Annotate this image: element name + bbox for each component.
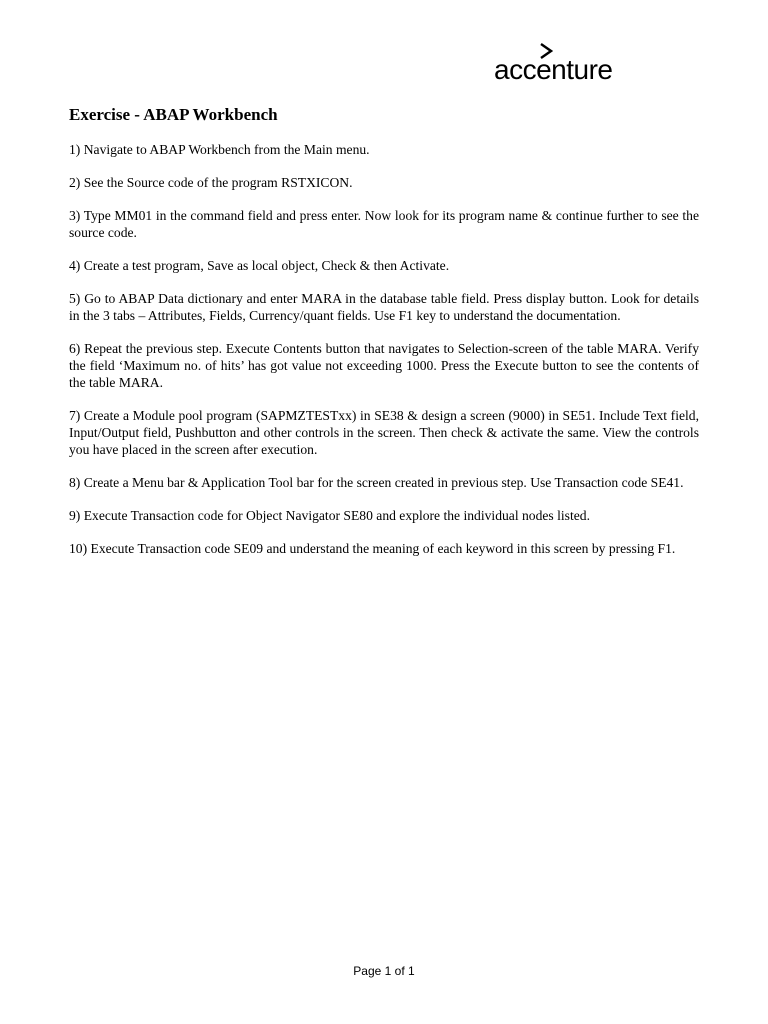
exercise-item-1: 1) Navigate to ABAP Workbench from the Main menu. <box>69 142 370 157</box>
exercise-item-5: 5) Go to ABAP Data dictionary and enter MARA in the database table field. Press display button. Look for details in the 3 tabs – Attributes, Fields, Currency/quant fields. Use F1 key to understand the documentation. <box>69 291 699 323</box>
exercise-item-8: 8) Create a Menu bar & Application Tool bar for the screen created in previous step. Use Transaction code SE41. <box>69 475 684 490</box>
exercise-item-4: 4) Create a test program, Save as local object, Check & then Activate. <box>69 258 450 273</box>
document-body <box>69 105 699 573</box>
exercise-item-7: 7) Create a Module pool program (SAPMZTESTxx) in SE38 & design a screen (9000) in SE51. Include Text field, Input/Output field, Pushbutton and other controls in the screen. Then check & activate the same. View the controls you have placed in the screen after execution. <box>69 408 699 457</box>
exercise-item-10: 10) Execute Transaction code SE09 and understand the meaning of each keyword in this screen by pressing F1. <box>69 541 676 556</box>
exercise-item-6: 6) Repeat the previous step. Execute Contents button that navigates to Selection-screen of the table MARA. Verify the field ‘Maximum no. of hits’ has got value not exceeding 1000. Press the Execute button to see the contents of the table MARA. <box>69 341 699 390</box>
logo-text: accenture <box>494 54 613 85</box>
accenture-logo <box>494 42 628 88</box>
exercise-item-2: 2) See the Source code of the program RSTXICON. <box>69 175 353 190</box>
exercise-item-9: 9) Execute Transaction code for Object Navigator SE80 and explore the individual nodes listed. <box>69 508 590 523</box>
exercise-item-3: 3) Type MM01 in the command field and press enter. Now look for its program name & continue further to see the source code. <box>69 208 699 240</box>
page-title: Exercise - ABAP Workbench <box>69 105 278 124</box>
page-number: Page 1 of 1 <box>353 964 415 978</box>
